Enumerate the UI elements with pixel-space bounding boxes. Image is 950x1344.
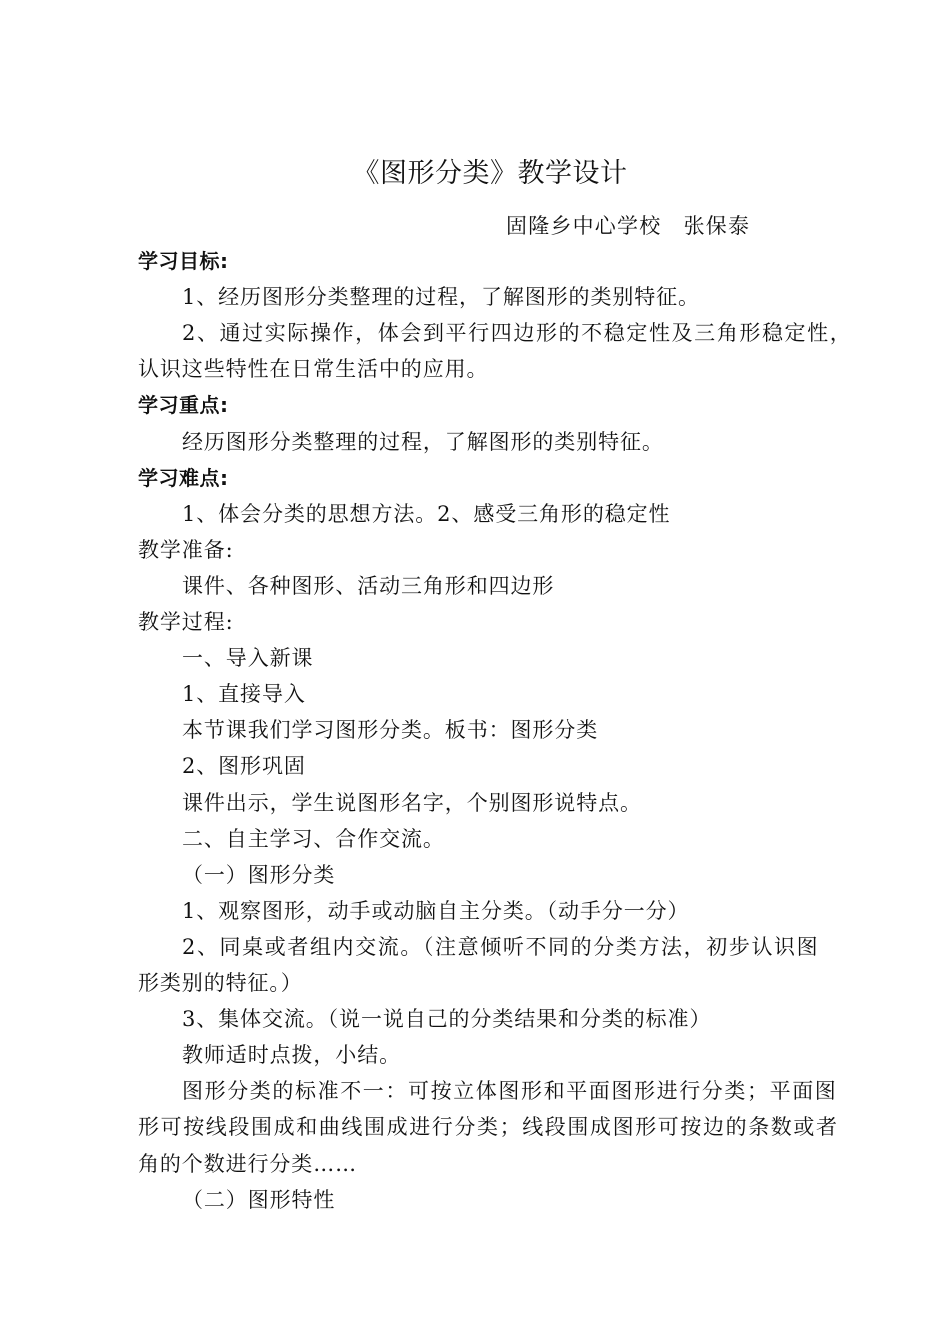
- step-1-1-detail: 本节课我们学习图形分类。板书：图形分类: [182, 718, 599, 742]
- step-1-2: 2、图形巩固: [182, 754, 306, 778]
- heading-preparation: 教学准备:: [138, 538, 234, 562]
- objective-2: 2、通过实际操作，体会到平行四边形的不稳定性及三角形稳定性，: [182, 321, 853, 345]
- heading-key-points: 学习重点:: [138, 393, 229, 417]
- objective-1: 1、经历图形分类整理的过程，了解图形的类别特征。: [182, 285, 700, 309]
- heading-objectives: 学习目标:: [138, 249, 229, 273]
- step-2-1: 1、观察图形，动手或动脑自主分类。（动手分一分）: [182, 899, 690, 923]
- section-2: 二、自主学习、合作交流。: [182, 827, 445, 851]
- objective-2-cont: 认识这些特性在日常生活中的应用。: [138, 357, 489, 381]
- teacher-note: 教师适时点拨，小结。: [182, 1043, 401, 1067]
- key-point: 经历图形分类整理的过程，了解图形的类别特征。: [182, 430, 664, 454]
- summary: 图形分类的标准不一：可按立体图形和平面图形进行分类；平面图: [182, 1079, 838, 1103]
- step-2-2: 2、同桌或者组内交流。（注意倾听不同的分类方法，初步认识图: [182, 935, 820, 959]
- difficulties: 1、体会分类的思想方法。2、感受三角形的稳定性: [182, 502, 671, 526]
- document-author: 固隆乡中心学校 张保泰: [506, 214, 751, 238]
- summary-cont-2: 角的个数进行分类……: [138, 1152, 357, 1176]
- subsection-2-1: （一）图形分类: [182, 863, 336, 887]
- heading-process: 教学过程:: [138, 610, 234, 634]
- section-1: 一、导入新课: [182, 646, 314, 670]
- step-2-3: 3、集体交流。（说一说自己的分类结果和分类的标准）: [182, 1007, 712, 1031]
- subsection-2-2: （二）图形特性: [182, 1188, 336, 1212]
- summary-cont-1: 形可按线段围成和曲线围成进行分类；线段围成图形可按边的条数或者: [138, 1115, 839, 1139]
- preparation: 课件、各种图形、活动三角形和四边形: [182, 574, 555, 598]
- step-2-2-cont: 形类别的特征。）: [138, 971, 303, 995]
- step-1-2-detail: 课件出示，学生说图形名字，个别图形说特点。: [182, 791, 642, 815]
- step-1-1: 1、直接导入: [182, 682, 306, 706]
- heading-difficulties: 学习难点:: [138, 466, 229, 490]
- document-title: 《图形分类》教学设计: [352, 158, 628, 189]
